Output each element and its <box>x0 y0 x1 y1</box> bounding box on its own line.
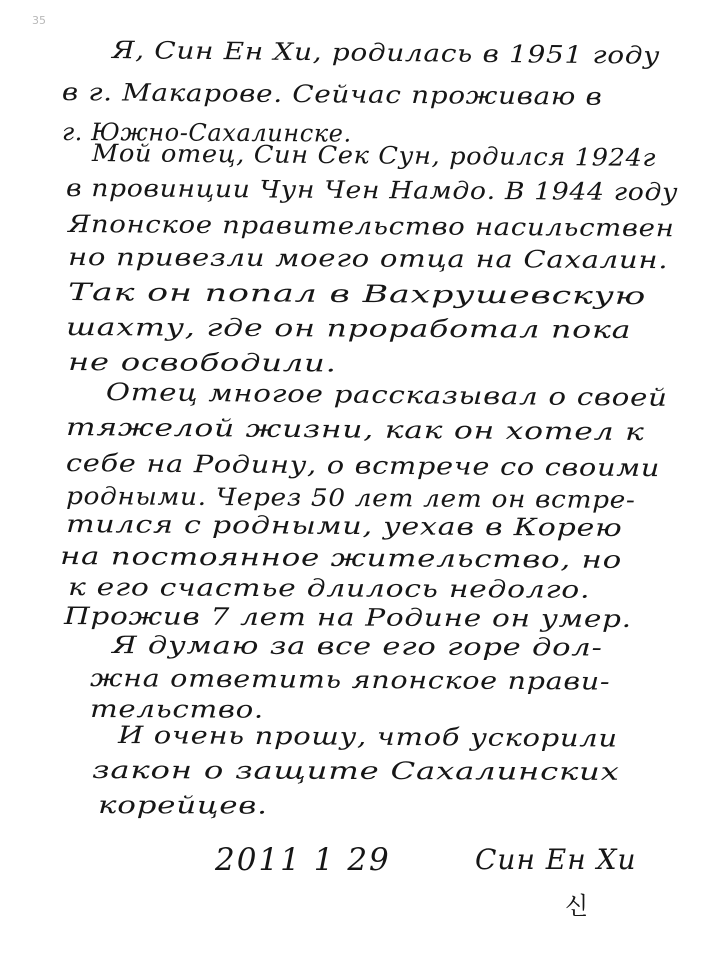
letter-line: себе на Родину, о встрече со своими <box>65 449 661 483</box>
letter-line: Мой отец, Син Сек Сун, родился 1924г <box>91 139 657 172</box>
letter-line: тяжелой жизни, как он хотел к <box>65 413 645 447</box>
letter-line: тился с родными, уехав в Корею <box>65 510 623 542</box>
letter-line: корейцев. <box>97 791 268 820</box>
letter-line: шахту, где он проработал пока <box>65 313 632 344</box>
letter-line: родными. Через 50 лет лет он встре- <box>65 482 636 514</box>
letter-line: закон о защите Сахалинских <box>91 756 620 786</box>
letter-line: в провинции Чун Чен Намдо. В 1944 году <box>65 174 679 207</box>
letter-line: г. Южно-Сахалинске. <box>61 118 352 148</box>
letter-line: Прожив 7 лет на Родине он умер. <box>63 602 632 633</box>
letter-line: Я думаю за все его горе дол- <box>111 631 603 662</box>
page-number-mark: 35 <box>32 14 46 27</box>
letter-line: к его счастье длилось недолго. <box>67 573 591 604</box>
letter-line: тельство. <box>89 695 265 724</box>
letter-line: но привезли моего отца на Сахалин. <box>67 243 669 275</box>
letter-line: на постоянное жительство, но <box>59 542 623 574</box>
letter-line: И очень прошу, чтоб ускорили <box>117 721 618 753</box>
signature-name: Син Ен Хи <box>475 843 637 876</box>
letter-line: жна ответить японское прави- <box>89 664 611 696</box>
letter-line: Отец многое рассказывал о своей <box>105 378 668 412</box>
signature-korean-mark: 신 <box>565 892 589 920</box>
letter-line: не освободили. <box>67 348 337 378</box>
letter-date: 2011 1 29 <box>215 842 391 878</box>
letter-line: Я, Син Ен Хи, родилась в 1951 году <box>111 36 661 70</box>
letter-line: в г. Макарове. Сейчас проживаю в <box>61 78 603 111</box>
letter-line: Японское правительство насильствен <box>67 210 675 243</box>
letter-line: Так он попал в Вахрушевскую <box>67 278 647 311</box>
